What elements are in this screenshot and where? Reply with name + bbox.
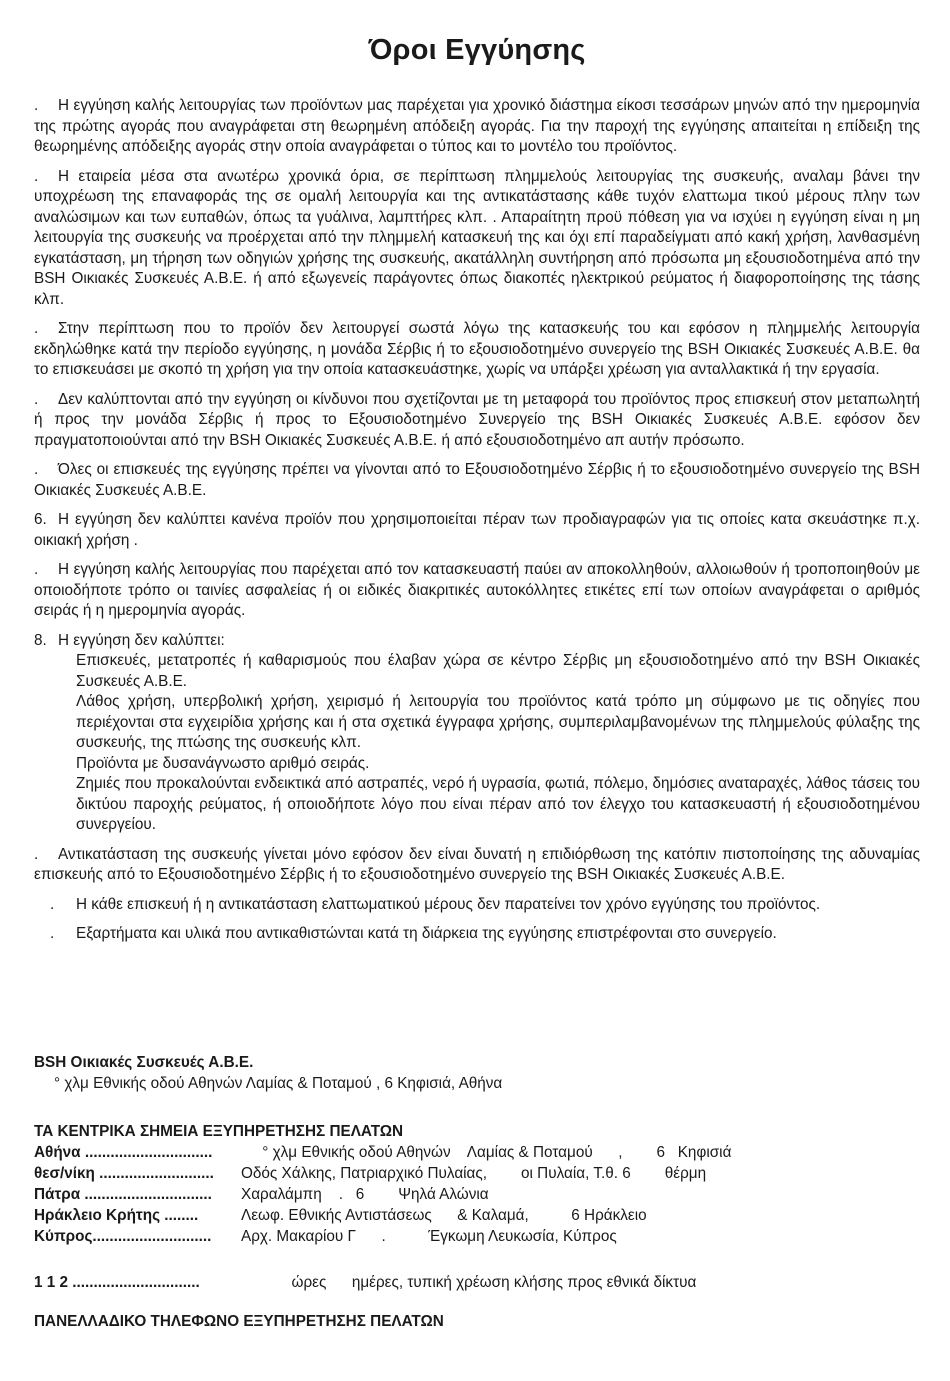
service-points-title: ΤΑ ΚΕΝΤΡΙΚΑ ΣΗΜΕΙΑ ΕΞΥΠΗΡΕΤΗΣΗΣ ΠΕΛΑΤΩΝ <box>34 1123 404 1140</box>
term-paragraph <box>34 460 920 501</box>
term-paragraph <box>34 319 920 381</box>
term-paragraph <box>34 631 920 652</box>
exclusions-list <box>76 651 920 836</box>
term-number: . <box>34 561 39 578</box>
service-row <box>34 1205 920 1226</box>
term-number: . <box>34 461 39 478</box>
service-address: Χαραλάμπη . 6 Ψηλά Αλώνια <box>241 1186 489 1203</box>
term-paragraph <box>34 560 920 622</box>
service-address: Λεωφ. Εθνικής Αντιστάσεως & Καλαμά, 6 Ηράκλειο <box>241 1207 647 1224</box>
term-number: . <box>50 895 55 913</box>
service-address: Οδός Χάλκης, Πατριαρχικό Πυλαίας, οι Πυλαία, Τ.θ. 6 θέρμη <box>241 1165 707 1182</box>
term-number: 6. <box>34 511 47 528</box>
service-city: θεσ/νίκη ........................... <box>34 1165 214 1182</box>
term-paragraph <box>34 510 920 551</box>
service-address: ° χλμ Εθνικής οδού Αθηνών Λαμίας & Ποταμού , 6 Κηφισιά <box>241 1144 732 1161</box>
company-address: ° χλμ Εθνικής οδού Αθηνών Λαμίας & Ποταμού , 6 Κηφισιά, Αθήνα <box>54 1075 503 1092</box>
term-paragraph <box>34 845 920 886</box>
national-phone-title: ΠΑΝΕΛΛΑΔΙΚΟ ΤΗΛΕΦΩΝΟ ΕΞΥΠΗΡΕΤΗΣΗΣ ΠΕΛΑΤΩΝ <box>34 1313 444 1330</box>
term-text: Η εγγύηση καλής λειτουργίας που παρέχεται από τον κατασκευαστή παύει αν αποκολληθούν, αλλοιωθούν ή τροποποιηθούν με οποιοδήποτε τρόπο οι ταινίες ασφαλείας ή οι ειδικές διακριτικές αυτοκόλλητες ετικέτες επί των οποίων αναγράφεται ο αριθμός σειράς ή η ημερομηνία αγοράς. <box>34 561 920 619</box>
term-number: . <box>34 97 39 114</box>
term-paragraph <box>34 895 920 916</box>
term-paragraph <box>34 390 920 452</box>
service-city: Ηράκλειο Κρήτης ........ <box>34 1207 199 1224</box>
phone-description: ώρες ημέρες, τυπική χρέωση κλήσης προς εθνικά δίκτυα <box>266 1274 697 1291</box>
service-row <box>34 1142 920 1163</box>
service-city: Πάτρα .............................. <box>34 1186 212 1203</box>
term-text: Δεν καλύπτονται από την εγγύηση οι κίνδυνοι που σχετίζονται με τη μεταφορά του προϊόντος προς επισκευή στον μεταπωλητή ή προς την μονάδα Σέρβις ή προς το Εξουσιοδοτημένο Συνεργείο της BSH Οικιακές Συσκευές Α.Β.Ε. εφόσον δεν πραγματοποιούνται από την BSH Οικιακές Συσκευές Α.Β.Ε. ή από εξουσιοδοτημένο απ αυτήν πρόσωπο. <box>34 390 920 449</box>
term-text: Η εγγύηση δεν καλύπτει: <box>58 631 225 649</box>
term-number: . <box>34 167 39 185</box>
term-paragraph <box>34 924 920 945</box>
term-number: . <box>50 925 55 942</box>
term-text: Η κάθε επισκευή ή η αντικατάσταση ελαττωματικού μέρους δεν παρατείνει τον χρόνο εγγύησης του προϊόντος. <box>76 895 821 913</box>
term-paragraph <box>34 96 920 158</box>
term-text: Αντικατάσταση της συσκευής γίνεται μόνο εφόσον δεν είναι δυνατή η επιδιόρθωση της κατόπιν πιστοποίησης της αδυναμίας επισκευής από το Εξουσιοδοτημένο Σέρβις ή το εξουσιοδοτημένο συνεργείο της BSH Οικιακές Συσκευές Α.Β.Ε. <box>34 845 920 883</box>
warranty-terms <box>34 96 920 954</box>
service-row <box>34 1184 920 1205</box>
exclusion-item: Λάθος χρήση, υπερβολική χρήση, χειρισμό ή λειτουργία του προϊόντος κατά τρόπο μη σύμφωνο με τις οδηγίες που περιέχονται στα εγχειρίδια χρήσης και ή στα σχετικά έγγραφα χρήσης, συμπεριλαμβανομένων της πλημμελούς φύλαξης της συσκευής, της πτώσης της συσκευής κλπ. <box>76 693 920 751</box>
term-number: 8. <box>34 631 47 649</box>
company-name: BSH Οικιακές Συσκευές Α.Β.Ε. <box>34 1054 254 1071</box>
term-text: Στην περίπτωση που το προϊόν δεν λειτουργεί σωστά λόγω της κατασκευής του και εφόσον η πλημμελής λειτουργία εκδηλώθηκε κατά την περίοδο εγγύησης, η μονάδα Σέρβις ή το εξουσιοδοτημένο συνεργείο της BSH Οικιακές Συσκευές Α.Β.Ε. θα το επισκευάσει με σκοπό τη χρήση για την οποία κατασκευάστηκε, χωρίς να υπάρξει χρέωση για ανταλλακτικά ή την εργασία. <box>34 320 920 378</box>
term-paragraph <box>34 167 920 311</box>
term-text: Η εγγύηση δεν καλύπτει κανένα προϊόν που χρησιμοποιείται πέραν των προδιαγραφών για τις οποίες κατα σκευάστηκε π.χ. οικιακή χρήση . <box>34 511 920 549</box>
exclusion-item: Επισκευές, μετατροπές ή καθαρισμούς που έλαβαν χώρα σε κέντρο Σέρβις μη εξουσιοδοτημένο από την BSH Οικιακές Συσκευές Α.Β.Ε. <box>76 652 920 690</box>
service-address: Αρχ. Μακαρίου Γ . Έγκωμη Λευκωσία, Κύπρος <box>241 1228 617 1245</box>
phone-number: 1 1 2 .............................. <box>34 1274 200 1291</box>
service-city: Κύπρος............................ <box>34 1228 212 1245</box>
service-row <box>34 1163 920 1184</box>
term-number: . <box>34 845 39 863</box>
term-number: . <box>34 390 39 408</box>
term-text: Εξαρτήματα και υλικά που αντικαθιστώνται κατά τη διάρκεια της εγγύησης επιστρέφονται στο συνεργείο. <box>76 925 777 942</box>
page-title: Όροι Εγγύησης <box>368 34 586 66</box>
service-city: Αθήνα .............................. <box>34 1144 213 1161</box>
term-text: Η εταιρεία μέσα στα ανωτέρω χρονικά όρια, σε περίπτωση πλημμελούς λειτουργίας της συσκευής, αναλαμ βάνει την υποχρέωση της επαναφοράς της σε ομαλή λειτουργία και της αντικατάστασης κάθε τυχόν ελαττωμα τικού μέρους πλην των αναλώσιμων και των ευπαθών, όπως τα γυάλινα, λαμπτήρες κλπ. . Απαραίτητη προϋ πόθεση για να ισχύει η εγγύηση είναι η μη λειτουργία της συσκευής να προέρχεται από την πλημμελή κατασκευή της και όχι επί παραδείγματι από κακή χρήση, λανθασμένη εγκατάσταση, μη τήρηση των οδηγιών χρήσης της συσκευής, ακατάλληλη συντήρηση από πρόσωπα μη εξουσιοδοτημένα από την BSH Οικιακές Συσκευές Α.Β.Ε. ή από εξωγενείς παράγοντες όπως διακοπές ηλεκτρικού ρεύματος ή διαφοροποίησης της τάσης κλπ. <box>34 167 920 308</box>
service-points <box>34 1121 920 1247</box>
term-number: . <box>34 320 39 337</box>
phone-line <box>34 1272 920 1293</box>
service-row <box>34 1226 920 1247</box>
term-text: Όλες οι επισκευές της εγγύησης πρέπει να γίνονται από το Εξουσιοδοτημένο Σέρβις ή το εξουσιοδοτημένο συνεργείο της BSH Οικιακές Συσκευές Α.Β.Ε. <box>34 461 920 499</box>
company-block <box>34 1052 502 1094</box>
term-text: Η εγγύηση καλής λειτουργίας των προϊόντων μας παρέχεται για χρονικό διάστημα είκοσι τεσσάρων μηνών από την ημερομηνία της πρώτης αγοράς που αναγράφεται στη θεωρημένη απόδειξη αγοράς. Για την παροχή της εγγύησης απαιτείται η επίδειξη της θεωρημένης απόδειξης αγοράς στην οποία αναγράφεται ο τύπος και το μοντέλο του προϊόντος. <box>34 97 920 155</box>
exclusion-item: Ζημιές που προκαλούνται ενδεικτικά από αστραπές, νερό ή υγρασία, φωτιά, πόλεμο, δημόσιες αναταραχές, λάθος τάσεις του δικτύου παροχής ρεύματος, ή οποιοδήποτε λόγο που είναι πέραν από τον έλεγχο του κατασκευαστή ή εξουσιοδοτημένου συνεργείου. <box>76 775 920 833</box>
exclusion-item: Προϊόντα με δυσανάγνωστο αριθμό σειράς. <box>76 754 370 772</box>
